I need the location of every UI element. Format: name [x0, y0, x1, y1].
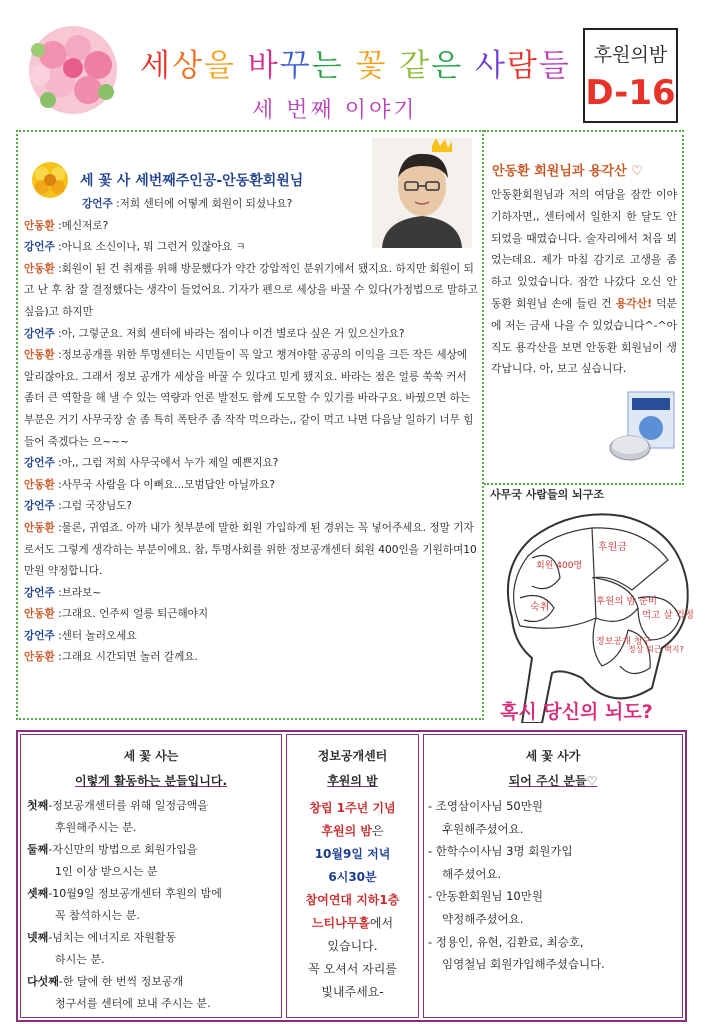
dialog-speaker: 안동환 — [24, 349, 55, 362]
dialog-text: :아,, 그럼 저희 사무국에서 누가 제일 예쁜지요? — [54, 457, 279, 470]
title-char: 사 — [475, 48, 507, 84]
event-line-2 — [287, 820, 418, 843]
event-line-6 — [287, 912, 418, 935]
dialog-text: :그래요. 언주씨 얼릉 퇴근해야지 — [54, 608, 209, 621]
dialog-line — [24, 604, 479, 626]
dialog-text: :아, 그렇군요. 저희 센터에 바라는 점이나 이건 별로다 싶은 거 있으신가요? — [54, 327, 405, 340]
col3-subheading: 되어 주신 분들♡ — [508, 774, 598, 788]
title-char — [463, 48, 475, 84]
title-char: 은 — [431, 48, 464, 84]
bottom-col-event — [286, 734, 419, 1018]
brain-region-event: 후원의 밤 준비 — [596, 596, 658, 607]
donor-continuation: 해주셨어요. — [442, 866, 502, 881]
event-line-6-suffix: 에서 — [369, 916, 394, 930]
dialog-speaker: 강언주 — [24, 457, 55, 470]
dialog-text: :아니요 소신이나, 뭐 그런거 있잖아요 ㅋ — [54, 241, 246, 254]
dialog-line — [24, 237, 479, 259]
donor-continuation: 후원해주셨어요. — [442, 821, 524, 836]
activity-item — [27, 927, 281, 949]
dialog-text: :메신저로? — [54, 219, 109, 232]
title-char: 람 — [506, 48, 539, 84]
event-line-3: 10월9일 저녁 — [314, 847, 391, 861]
dialog-text: :그럼 국장님도? — [54, 500, 133, 513]
dialog-text: :센터 놀러오세요 — [54, 629, 137, 642]
dialog-speaker: 강언주 — [24, 586, 55, 599]
title-char: 꾸 — [279, 48, 312, 84]
event-line-9: 빛내주세요- — [321, 985, 384, 999]
col3-heading: 세 꽃 사가 — [525, 749, 581, 763]
sidebar-highlight: 용각산! — [615, 296, 653, 310]
event-details — [287, 797, 418, 1004]
dialog-speaker: 강언주 — [24, 500, 55, 513]
dialog-line — [24, 583, 479, 605]
brain-region-disclosure: 정보공개 청구 — [596, 637, 652, 647]
dialog-line — [24, 453, 479, 475]
donor-item: - 조영삼이사님 50만원 — [428, 799, 543, 813]
col1-subheading: 이렇게 활동하는 분들입니다. — [74, 774, 228, 788]
dialog-line — [24, 518, 479, 583]
dialog-line — [24, 345, 479, 453]
dialog-speaker: 안동환 — [24, 521, 55, 534]
donor-item: - 정용인, 유현, 김환료, 최승호, — [428, 934, 584, 949]
dialog-text: :사무국 사람을 다 이뻐요...모범답안 아닐까요? — [54, 478, 276, 491]
event-line-1: 창립 1주년 기념 — [309, 801, 396, 815]
donor-item: - 한학수이사님 3명 회원가입 — [428, 844, 573, 859]
activity-text: -10월9일 정보공개센터 후원의 밤에 — [48, 887, 222, 900]
dialog-line — [24, 626, 479, 648]
activity-text: -자신만의 방법으로 회원가입을 — [48, 843, 198, 856]
dialog-line — [24, 259, 479, 324]
dialog-speaker: 안동환 — [24, 219, 55, 232]
activity-continuation: 꼭 참석하시는 분. — [55, 909, 140, 922]
activity-text: -한 달에 한 번씩 정보공개 — [58, 975, 184, 988]
bottom-col-donors — [423, 734, 683, 1018]
brain-region-donation: 후원금 — [598, 542, 627, 553]
activity-item — [27, 795, 281, 817]
activity-key: 셋째 — [27, 887, 49, 900]
donor-continuation: 약정해주셨어요. — [442, 911, 524, 926]
sidebar-text-after: 덕분에 저는 금새 나을 수 있었습니다^-^아직도 용각산을 보면 안동환 회원님이 생각납니다. 아, 보고 싶습니다. — [491, 296, 677, 376]
dialog-text: :브라보~ — [54, 586, 102, 599]
title-char — [387, 48, 399, 84]
activity-text: -정보공개센터를 위해 일정금액을 — [48, 799, 208, 812]
title-char: 같 — [399, 48, 432, 84]
dialog-speaker: 강언주 — [24, 241, 55, 254]
event-line-7: 있습니다. — [327, 939, 378, 953]
col2-heading: 정보공개센터 — [317, 749, 388, 763]
dday-label: 후원의밤 — [593, 44, 668, 66]
col1-list — [21, 795, 281, 1015]
activity-item — [27, 971, 281, 993]
title-char: 을 — [203, 48, 236, 84]
dialog-text: :물론, 귀엽죠. 아까 내가 첫부분에 말한 회원 가입하게 된 경위는 꼭 넣어주세요. 정말 기자로서도 그렇게 생각하는 부분이에요. 참, 투명사회를 위한 정보공개센터 회원 400인을 기원하며10만원 약정합니다. — [24, 521, 477, 578]
bottom-col-activities — [20, 734, 282, 1018]
title-char — [236, 48, 248, 84]
sidebar-title: 안동환 회원님과 용각산 ♡ — [492, 164, 643, 179]
event-line-8: 꼭 오셔서 자리를 — [308, 962, 397, 976]
title-char: 상 — [171, 48, 204, 84]
brain-diagram — [492, 498, 697, 723]
event-line-5: 참여연대 지하1층 — [305, 893, 400, 907]
dday-value: D-16 — [585, 73, 676, 113]
brain-question: 혹시 당신의 뇌도? — [500, 701, 653, 723]
title-char: 바 — [247, 48, 280, 84]
donor-continuation: 임영철님 회원가입해주셨습니다. — [442, 957, 605, 972]
dialog-speaker: 강언주 — [24, 327, 55, 340]
dialog-line — [24, 216, 479, 238]
dialog-speaker: 안동환 — [24, 651, 55, 664]
col1-heading: 세 꽃 사는 — [123, 749, 179, 763]
dday-box — [583, 28, 678, 123]
activity-continuation: 1인 이상 받으시는 분 — [55, 865, 158, 878]
event-line-2-suffix: 은 — [371, 824, 384, 838]
dialog-speaker: 강언주 — [24, 629, 55, 642]
sidebar-text — [491, 184, 677, 380]
title-char: 는 — [311, 48, 344, 84]
dialog-text: :저희 센터에 어떻게 회원이 되셨나요? — [112, 198, 293, 210]
dialog-speaker: 안동환 — [24, 262, 55, 275]
col2-subheading: 후원의 밤 — [327, 774, 378, 788]
medicine-image — [608, 390, 678, 465]
activity-key: 둘째 — [27, 843, 49, 856]
dialog-line — [24, 496, 479, 518]
title-char — [344, 48, 356, 84]
activity-key: 넷째 — [27, 931, 49, 944]
dialog-speaker: 안동환 — [24, 478, 55, 491]
dialog-line — [24, 647, 479, 669]
dialog-speaker: 강언주 — [82, 198, 113, 210]
activity-item — [27, 839, 281, 861]
flower-bouquet-image — [18, 20, 128, 120]
dialog-text: :그래요 시간되면 놀러 갈께요. — [54, 651, 198, 664]
page-title — [140, 40, 571, 85]
event-line-4: 6시30분 — [328, 870, 377, 884]
donor-item: - 안동환회원님 10만원 — [428, 889, 543, 904]
dialog-line — [24, 475, 479, 497]
activity-key: 첫째 — [27, 799, 49, 812]
title-char: 꽃 — [355, 48, 388, 84]
dialog-line — [24, 194, 479, 216]
brain-region-offwork: 정상 퇴근 백지? — [628, 645, 684, 654]
interview-title: 세 꽃 사 세번째주인공-안동환회원님 — [80, 173, 304, 189]
title-char: 세 — [140, 48, 172, 84]
dialog-text: :회원이 된 건 취재를 위해 방문했다가 약간 강압적인 분위기에서 됐지요. 하지만 회원이 되고 난 후 참 잘 결정했다는 생각이 들었어요. 기자가 펜으로 세상을 바꿀 수 있다(가정법으로 말하고 싶음)고 하지만 — [24, 262, 478, 318]
dialog-speaker: 안동환 — [24, 608, 55, 621]
dialog-line — [24, 324, 479, 346]
activity-key: 다섯째 — [27, 975, 59, 988]
brain-region-hangover: 숙취 — [530, 602, 550, 613]
event-line-2-main: 후원의 밤 — [321, 824, 372, 838]
dialog-text: :정보공개를 위한 투명센터는 시민들이 꼭 알고 챙겨야할 공공의 이익을 크든 작든 세상에 알리잖아요. 그래서 정보 공개가 세상을 바꿀 수 있다고 믿게 됐지요. 바라는 점은 얼릉 쑥쑥 커서 좀더 큰 역할을 해 낼 수 있는 역량과 언론 발전도 함께 도모할 수 있기를 바라구요. 바꿨으면 하는 부분은 거기 사무국장 술 좀 특히 폭탄주 좀 작작 먹으라는,, 같이 먹고 나면 다음날 일하기 너무 힘들어 죽겠다는 으~~~ — [24, 349, 474, 448]
brain-region-living: 먹고 살 걱정 — [642, 610, 694, 621]
activity-item — [27, 883, 281, 905]
brain-title: 사무국 사람들의 뇌구조 — [490, 488, 604, 501]
brain-region-members: 회원 400명 — [536, 561, 583, 571]
sidebar-text-before: 안동환회원님과 저의 여담을 잠깐 이야기하자면,, 센터에서 일한지 한 달도 안되었을 때였습니다. 술자리에서 처음 뵈었는데요. 제가 마침 감기로 고생을 좀 하고 있었습니다. 잠깐 나갔다 오신 안동환 회원님 손에 들린 건 — [491, 188, 677, 310]
page-subtitle: 세 번째 이야기 — [252, 98, 418, 123]
activity-continuation: 후원해주시는 분. — [55, 821, 137, 834]
title-char: 들 — [538, 48, 571, 84]
activity-continuation: 하시는 분. — [55, 953, 105, 966]
donor-list — [424, 795, 682, 976]
activity-continuation: 청구서를 센터에 보내 주시는 분. — [55, 997, 211, 1010]
activity-text: -넘치는 에너지로 자원활동 — [48, 931, 177, 944]
interview-dialog — [24, 194, 479, 669]
event-line-6-main: 느티나무홀 — [311, 916, 370, 930]
